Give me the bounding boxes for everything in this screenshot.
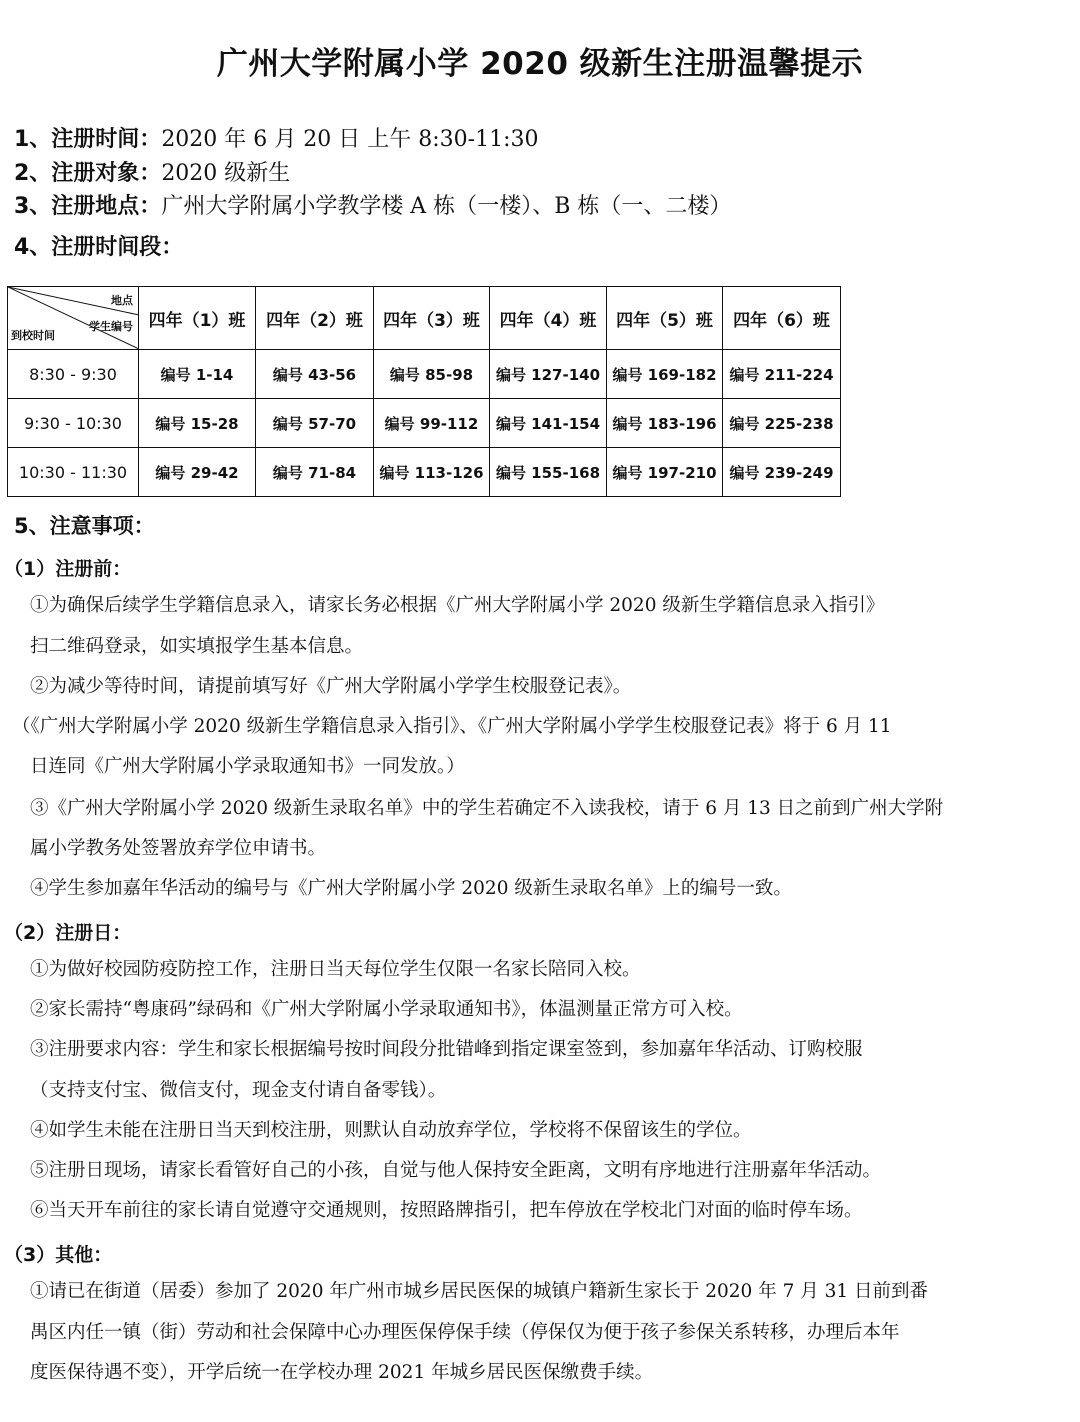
note-line: ②家长需持“粤康码”绿码和《广州大学附属小学录取通知书》，体温测量正常方可入校。 [30,999,743,1020]
time-slot-cell: 10:30 - 11:30 [8,448,139,497]
registration-day-heading: （2）注册日： [4,922,132,944]
table-row [8,399,841,448]
number-range-cell: 编号 183-196 [607,399,723,448]
number-range-cell: 编号 127-140 [490,350,607,399]
class-header: 四年（2）班 [256,287,374,350]
note-line: ④学生参加嘉年华活动的编号与《广州大学附属小学 2020 级新生录取名单》上的编号一致。 [30,878,792,899]
note-line: 扫二维码登录，如实填报学生基本信息。 [30,636,364,657]
note-line: 属小学教务处签署放弃学位申请书。 [30,838,327,859]
class-header: 四年（4）班 [490,287,607,350]
corner-location-label: 地点 [111,294,133,307]
note-line: 日连同《广州大学附属小学录取通知书》一同发放。） [30,756,465,777]
class-header: 四年（6）班 [723,287,841,350]
number-range-cell: 编号 239-249 [723,448,841,497]
corner-student-number-label: 学生编号 [89,320,133,333]
number-range-cell: 编号 169-182 [607,350,723,399]
number-range-cell: 编号 15-28 [139,399,256,448]
note-line: ①为做好校园防疫防控工作，注册日当天每位学生仅限一名家长陪同入校。 [30,959,641,980]
info-label: 1、注册时间： [14,127,162,152]
number-range-cell: 编号 1-14 [139,350,256,399]
number-range-cell: 编号 71-84 [256,448,374,497]
note-line: ⑥当天开车前往的家长请自觉遵守交通规则，按照路牌指引，把车停放在学校北门对面的临时停车场。 [30,1200,863,1221]
number-range-cell: 编号 155-168 [490,448,607,497]
info-value: 2020 级新生 [161,161,291,186]
class-header: 四年（1）班 [139,287,256,350]
note-line: ②为减少等待时间，请提前填写好《广州大学附属小学学生校服登记表》。 [30,676,632,697]
number-range-cell: 编号 85-98 [374,350,490,399]
table-corner-cell [8,287,139,350]
info-registration-location [14,191,731,223]
info-registration-timeslot [14,232,183,264]
document-title: 广州大学附属小学 2020 级新生注册温馨提示 [216,46,864,82]
info-value: 广州大学附属小学教学楼 A 栋（一楼）、B 栋（一、二楼） [161,194,732,219]
time-slot-cell: 9:30 - 10:30 [8,399,139,448]
number-range-cell: 编号 99-112 [374,399,490,448]
note-line: （《广州大学附属小学 2020 级新生学籍信息录入指引》、《广州大学附属小学学生校服登记表》将于 6 月 11 [12,716,892,737]
note-line: 度医保待遇不变），开学后统一在学校办理 2021 年城乡居民医保缴费手续。 [30,1362,654,1383]
number-range-cell: 编号 29-42 [139,448,256,497]
note-line: ③注册要求内容：学生和家长根据编号按时间段分批错峰到指定课室签到，参加嘉年华活动、订购校服 [30,1039,863,1060]
time-slot-cell: 8:30 - 9:30 [8,350,139,399]
info-label: 2、注册对象： [14,161,162,186]
table-row [8,350,841,399]
corner-arrival-time-label: 到校时间 [11,329,55,342]
number-range-cell: 编号 225-238 [723,399,841,448]
note-line: 禺区内任一镇（街）劳动和社会保障中心办理医保停保手续（停保仅为便于孩子参保关系转移，办理后本年 [30,1322,900,1343]
number-range-cell: 编号 211-224 [723,350,841,399]
before-registration-heading: （1）注册前： [4,558,132,580]
schedule-table [7,286,841,497]
class-header: 四年（5）班 [607,287,723,350]
note-line: ①为确保后续学生学籍信息录入，请家长务必根据《广州大学附属小学 2020 级新生学籍信息录入指引》 [30,595,885,616]
info-registration-target [14,158,290,190]
number-range-cell: 编号 141-154 [490,399,607,448]
class-header: 四年（3）班 [374,287,490,350]
info-label: 3、注册地点： [14,194,162,219]
info-value: 2020 年 6 月 20 日 上午 8:30-11:30 [161,127,539,152]
note-line: （支持支付宝、微信支付，现金支付请自备零钱）。 [30,1080,447,1101]
note-line: ④如学生未能在注册日当天到校注册，则默认自动放弃学位，学校将不保留该生的学位。 [30,1120,752,1141]
notes-heading: 5、注意事项： [14,514,155,538]
other-heading: （3）其他： [4,1244,113,1266]
number-range-cell: 编号 197-210 [607,448,723,497]
table-header-row [8,287,841,350]
number-range-cell: 编号 57-70 [256,399,374,448]
number-range-cell: 编号 113-126 [374,448,490,497]
note-line: ⑤注册日现场，请家长看管好自己的小孩，自觉与他人保持安全距离，文明有序地进行注册嘉年华活动。 [30,1160,882,1181]
number-range-cell: 编号 43-56 [256,350,374,399]
note-line: ①请已在街道（居委）参加了 2020 年广州市城乡居民医保的城镇户籍新生家长于 2020 年 7 月 31 日前到番 [30,1281,929,1302]
note-line: ③《广州大学附属小学 2020 级新生录取名单》中的学生若确定不入读我校，请于 6 月 13 日之前到广州大学附 [30,798,944,819]
info-registration-time [14,124,538,156]
table-row [8,448,841,497]
info-label: 4、注册时间段： [14,235,184,260]
